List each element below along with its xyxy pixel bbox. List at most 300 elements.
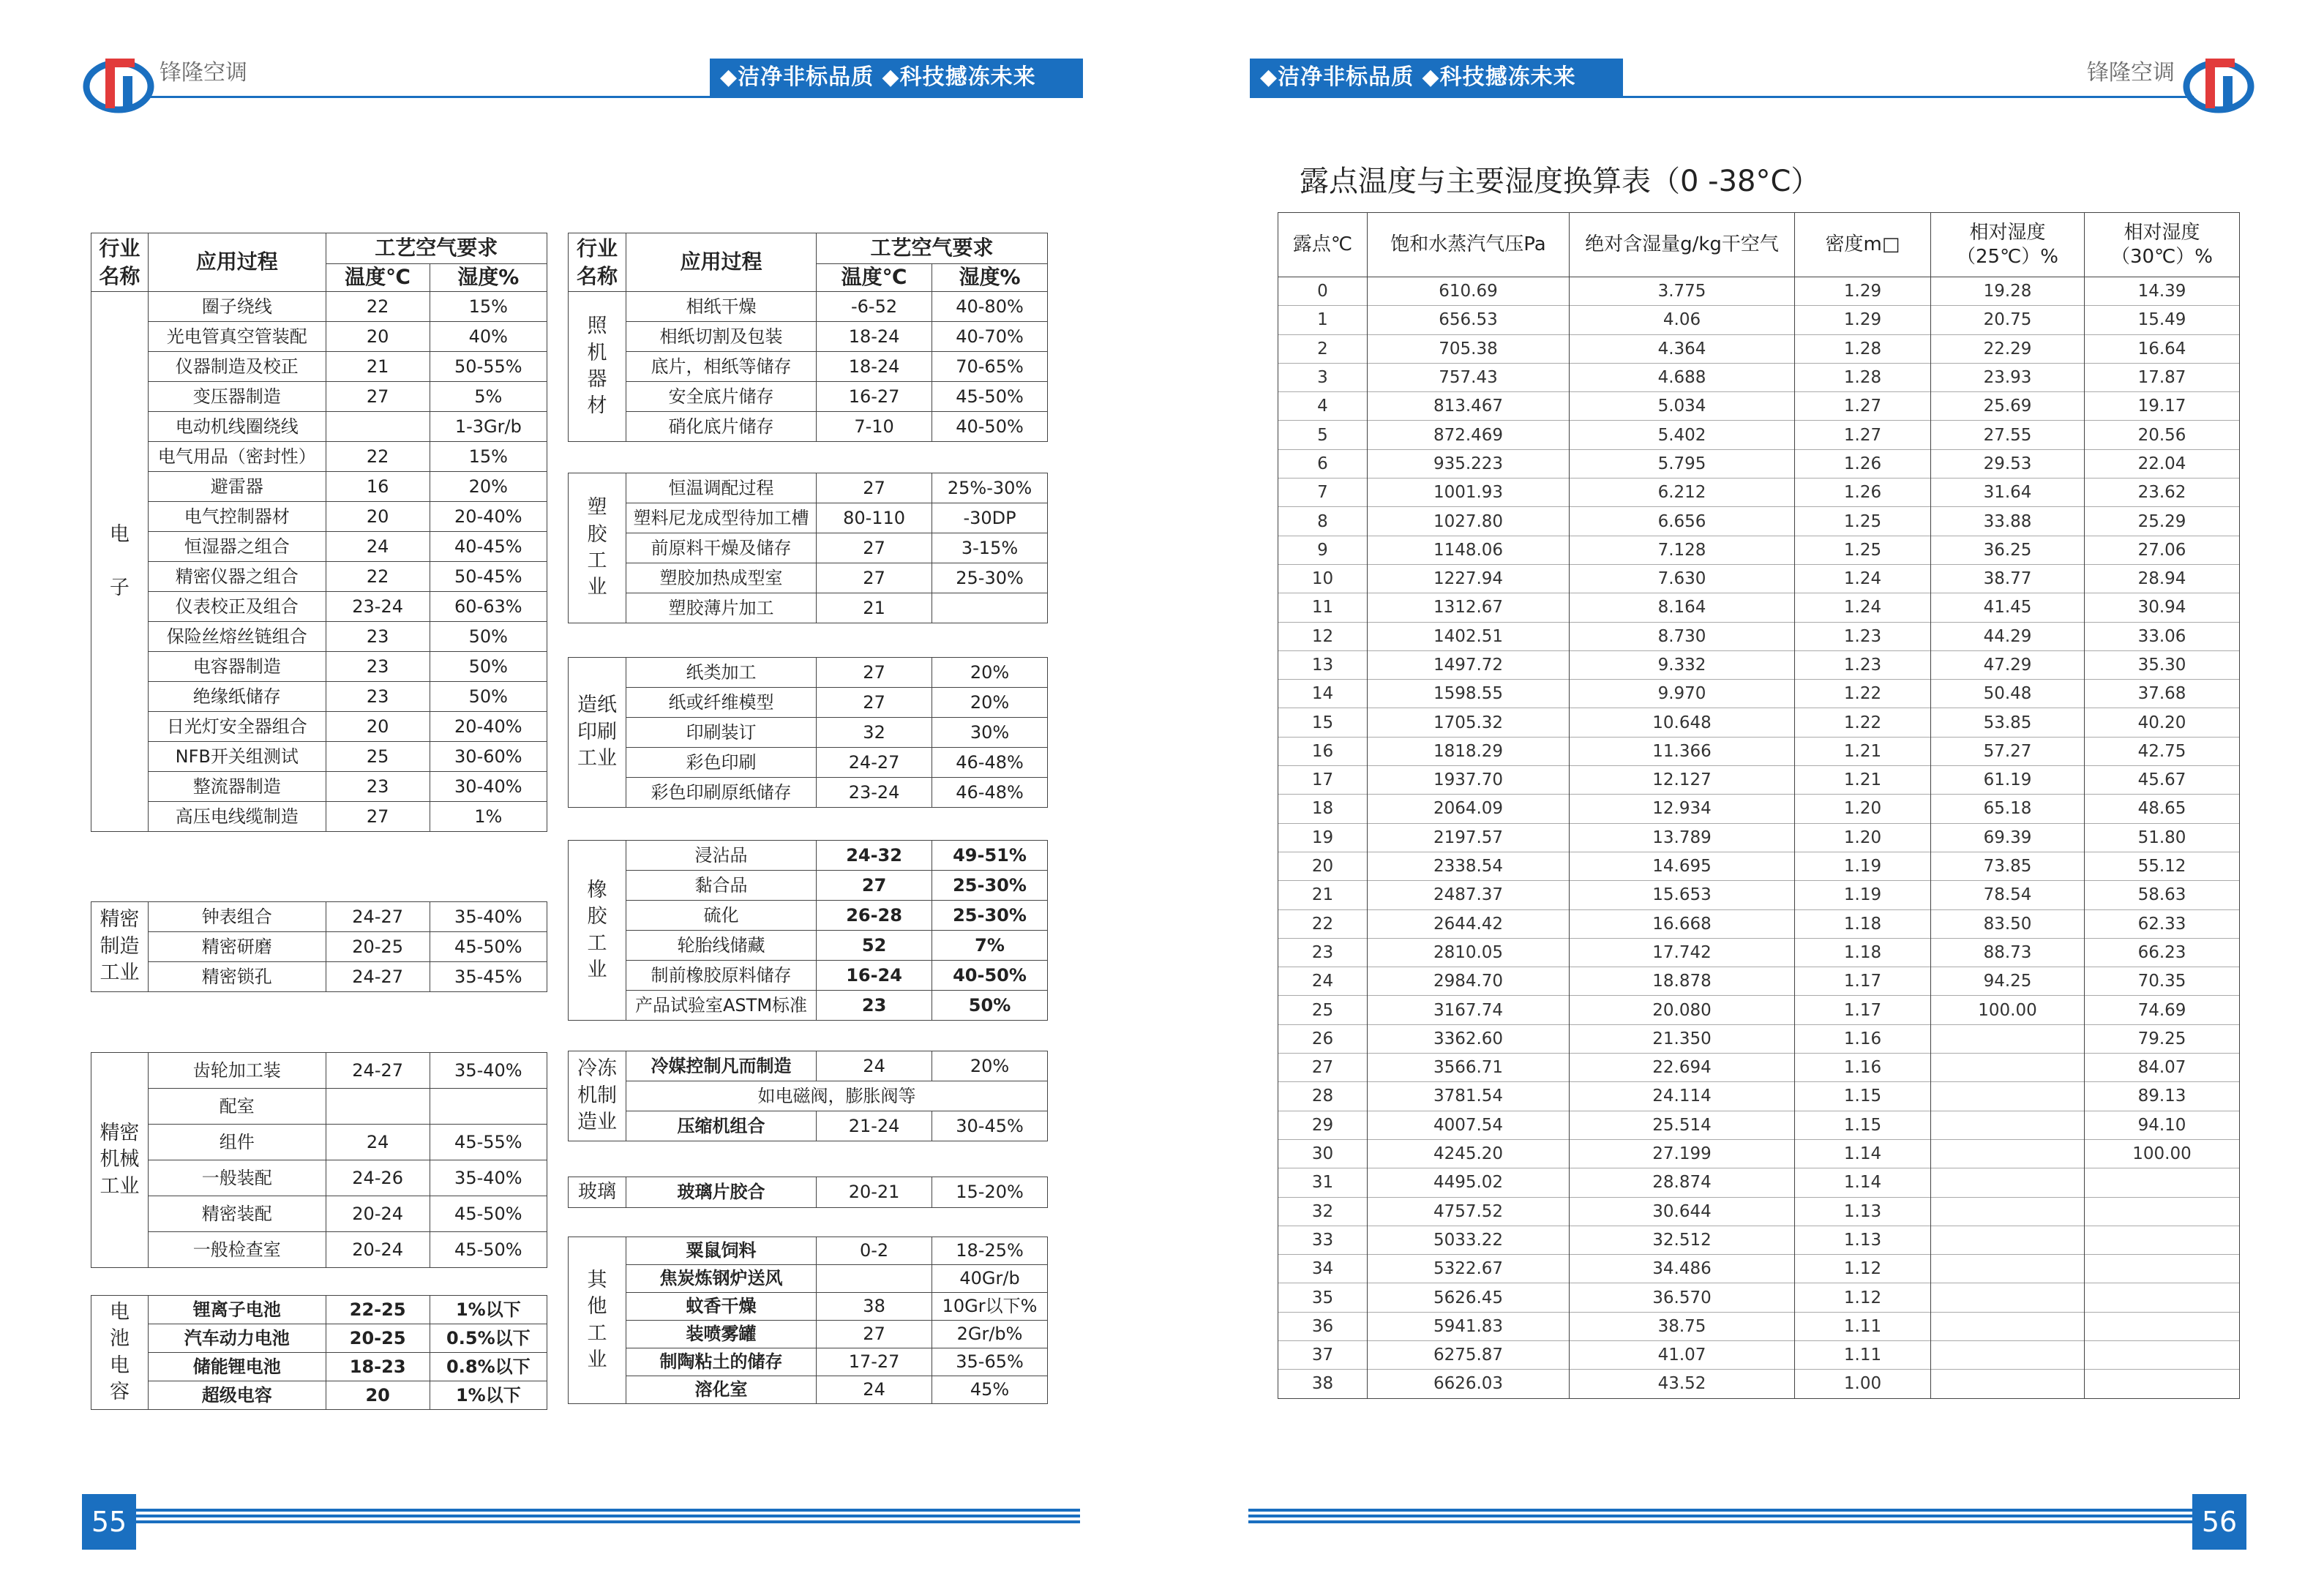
dewpoint-cell: 20 — [1278, 852, 1368, 880]
dewpoint-cell: 1.23 — [1795, 650, 1931, 679]
process-cell: 精密装配 — [148, 1196, 326, 1232]
glass-hum: 15-20% — [932, 1177, 1048, 1208]
temp-cell: 23-24 — [326, 592, 430, 622]
process-cell: 电气控制器材 — [148, 502, 326, 532]
dewpoint-cell: 20.080 — [1570, 996, 1795, 1024]
table-row — [569, 352, 1048, 382]
temp-cell: 27 — [817, 871, 932, 901]
dewpoint-cell: 43.52 — [1570, 1370, 1795, 1398]
dewpoint-cell: 1.19 — [1795, 881, 1931, 909]
dewpoint-cell: 757.43 — [1368, 363, 1570, 391]
others-industry-label: 其 他 工 业 — [569, 1237, 626, 1404]
dewpoint-cell: 100.00 — [1931, 996, 2085, 1024]
hum-cell: 1% — [430, 802, 547, 832]
table-row — [569, 593, 1048, 623]
temp-cell: 18-24 — [817, 352, 932, 382]
dewpoint-cell: 5322.67 — [1368, 1255, 1570, 1283]
temp-cell: 27 — [817, 658, 932, 688]
table-row — [91, 932, 547, 962]
temp-cell: 20 — [326, 1381, 430, 1410]
table-row — [1278, 766, 2240, 795]
temp-cell — [817, 1265, 932, 1293]
dewpoint-cell — [1931, 1024, 2085, 1053]
dewpoint-cell: 84.07 — [2085, 1054, 2240, 1082]
temp-cell: 24 — [817, 1051, 932, 1081]
dewpoint-cell: 17.742 — [1570, 938, 1795, 967]
dewpoint-col-header: 露点℃ — [1278, 213, 1368, 277]
table-row — [1278, 1197, 2240, 1226]
temp-cell: 24-27 — [817, 748, 932, 778]
process-cell: 保险丝熔丝链组合 — [148, 622, 326, 652]
dewpoint-col-header: 相对湿度 （30℃）% — [2085, 213, 2240, 277]
dewpoint-cell: 1.15 — [1795, 1111, 1931, 1139]
table-row — [91, 592, 547, 622]
table-row — [91, 772, 547, 802]
temp-cell: 24 — [326, 1125, 430, 1160]
hum-cell: 3-15% — [932, 533, 1048, 563]
dewpoint-cell: 3781.54 — [1368, 1082, 1570, 1111]
process-cell: NFB开关组测试 — [148, 742, 326, 772]
printing-industry-label: 造纸 印刷 工业 — [569, 658, 626, 808]
dewpoint-cell: 70.35 — [2085, 967, 2240, 996]
table-row — [91, 962, 547, 992]
table-row — [1278, 852, 2240, 880]
temp-cell: 27 — [326, 802, 430, 832]
process-cell: 安全底片储存 — [626, 382, 816, 412]
brand-name-right: 锋隆空调 — [2087, 60, 2175, 86]
photo-industry-label: 照 机 器 材 — [569, 292, 626, 442]
hum-cell: 46-48% — [932, 778, 1048, 808]
dewpoint-cell: 27.199 — [1570, 1139, 1795, 1168]
dewpoint-cell: 34.486 — [1570, 1255, 1795, 1283]
table-row — [1278, 1111, 2240, 1139]
temp-cell: 27 — [817, 473, 932, 503]
dewpoint-cell: 41.07 — [1570, 1340, 1795, 1369]
table-row — [1278, 507, 2240, 536]
hum-cell: 0.5%以下 — [430, 1324, 547, 1353]
dewpoint-cell: 1.18 — [1795, 938, 1931, 967]
dewpoint-cell: 57.27 — [1931, 737, 2085, 765]
dewpoint-cell: 2644.42 — [1368, 909, 1570, 938]
table-row — [1278, 881, 2240, 909]
dewpoint-cell: 33.06 — [2085, 622, 2240, 650]
temp-cell: 18-23 — [326, 1353, 430, 1381]
temp-cell: 27 — [817, 688, 932, 718]
temp-cell: 27 — [326, 382, 430, 412]
table-row — [1278, 479, 2240, 507]
precision_mfg-industry-label: 精密 制造 工业 — [91, 902, 149, 992]
dewpoint-col-header: 密度m□ — [1795, 213, 1931, 277]
dewpoint-cell: 4495.02 — [1368, 1168, 1570, 1197]
process-cell: 黏合品 — [626, 871, 816, 901]
dewpoint-cell — [2085, 1312, 2240, 1340]
temp-cell: 24-27 — [326, 962, 430, 992]
process-cell: 相纸干燥 — [626, 292, 816, 322]
dewpoint-cell: 8.730 — [1570, 622, 1795, 650]
dewpoint-cell: 13 — [1278, 650, 1368, 679]
dewpoint-cell: 18.878 — [1570, 967, 1795, 996]
process-header: 应用过程 — [148, 233, 326, 292]
dewpoint-cell: 28.874 — [1570, 1168, 1795, 1197]
glass-temp: 20-21 — [817, 1177, 932, 1208]
table-row — [569, 1348, 1048, 1376]
dewpoint-cell: 30.644 — [1570, 1197, 1795, 1226]
process-cell: 仪器制造及校正 — [148, 352, 326, 382]
dewpoint-cell: 4007.54 — [1368, 1111, 1570, 1139]
dewpoint-cell: 19.17 — [2085, 392, 2240, 421]
dewpoint-cell: 1.24 — [1795, 593, 1931, 622]
dewpoint-cell: 3362.60 — [1368, 1024, 1570, 1053]
dewpoint-cell: 2197.57 — [1368, 823, 1570, 852]
hum-cell: 40% — [430, 322, 547, 352]
temp-cell: 21 — [326, 352, 430, 382]
temp-cell: 52 — [817, 931, 932, 961]
dewpoint-cell: 1148.06 — [1368, 536, 1570, 564]
dewpoint-cell: 3.775 — [1570, 277, 1795, 306]
dewpoint-cell — [1931, 1283, 2085, 1312]
table-row — [1278, 277, 2240, 306]
table-row — [1278, 334, 2240, 363]
dewpoint-cell: 1.29 — [1795, 306, 1931, 334]
dewpoint-cell: 25 — [1278, 996, 1368, 1024]
dewpoint-cell: 94.25 — [1931, 967, 2085, 996]
temp-cell: 23 — [326, 652, 430, 682]
process-cell: 如电磁阀，膨胀阀等 — [626, 1081, 1047, 1111]
dewpoint-cell: 15.653 — [1570, 881, 1795, 909]
dewpoint-cell: 4 — [1278, 392, 1368, 421]
dewpoint-cell: 5.402 — [1570, 421, 1795, 449]
temp-cell: 21 — [817, 593, 932, 623]
dewpoint-cell: 61.19 — [1931, 766, 2085, 795]
hum-cell: 20% — [932, 1051, 1048, 1081]
process-cell: 整流器制造 — [148, 772, 326, 802]
hum-cell: 50-55% — [430, 352, 547, 382]
table-row — [91, 1125, 547, 1160]
dewpoint-cell: 7.630 — [1570, 564, 1795, 593]
dewpoint-cell — [2085, 1255, 2240, 1283]
dewpoint-cell: 1.13 — [1795, 1226, 1931, 1254]
process-cell: 电气用品（密封性） — [148, 442, 326, 472]
dewpoint-cell: 1.17 — [1795, 996, 1931, 1024]
temp-cell: 16-24 — [817, 961, 932, 991]
table-glass — [568, 1177, 1048, 1208]
dewpoint-cell — [2085, 1197, 2240, 1226]
dewpoint-cell — [2085, 1168, 2240, 1197]
dewpoint-cell: 1 — [1278, 306, 1368, 334]
dewpoint-cell: 1.20 — [1795, 795, 1931, 823]
table-printing — [568, 657, 1048, 808]
dewpoint-cell: 36 — [1278, 1312, 1368, 1340]
process-cell: 产品试验室ASTM标准 — [626, 991, 816, 1021]
dewpoint-cell: 22.29 — [1931, 334, 2085, 363]
dewpoint-cell: 33 — [1278, 1226, 1368, 1254]
dewpoint-cell — [1931, 1054, 2085, 1082]
slogan-banner-right: ◆洁净非标品质 ◆科技撼冻未来 — [1250, 59, 1623, 97]
table-row — [1278, 449, 2240, 478]
temp-cell: 16 — [326, 472, 430, 502]
table-row — [1278, 1024, 2240, 1053]
table-row — [569, 748, 1048, 778]
dewpoint-cell: 1.26 — [1795, 479, 1931, 507]
refrigeration-industry-label: 冷冻 机制 造业 — [569, 1051, 626, 1141]
temp-cell: 24-27 — [326, 1053, 430, 1089]
hum-cell: 40-80% — [932, 292, 1048, 322]
process-cell: 储能锂电池 — [148, 1353, 326, 1381]
hum-cell: 46-48% — [932, 748, 1048, 778]
industry-header-2: 行业名称 — [569, 233, 626, 292]
dewpoint-cell: 69.39 — [1931, 823, 2085, 852]
dewpoint-cell — [2085, 1283, 2240, 1312]
dewpoint-cell: 45.67 — [2085, 766, 2240, 795]
dewpoint-col-header: 相对湿度 （25℃）% — [1931, 213, 2085, 277]
process-cell: 纸或纤维模型 — [626, 688, 816, 718]
table-row — [1278, 1370, 2240, 1398]
temp-cell: 22 — [326, 292, 430, 322]
hum-cell: 35-65% — [932, 1348, 1048, 1376]
temp-cell: 24-27 — [326, 902, 430, 932]
dewpoint-cell: 10.648 — [1570, 708, 1795, 737]
dewpoint-cell: 9 — [1278, 536, 1368, 564]
dewpoint-cell: 0 — [1278, 277, 1368, 306]
dewpoint-cell: 935.223 — [1368, 449, 1570, 478]
table-row — [569, 382, 1048, 412]
dewpoint-cell: 5.034 — [1570, 392, 1795, 421]
dewpoint-cell: 24.114 — [1570, 1082, 1795, 1111]
dewpoint-cell: 705.38 — [1368, 334, 1570, 363]
process-cell: 焦炭炼钢炉送风 — [626, 1265, 816, 1293]
dewpoint-cell: 24 — [1278, 967, 1368, 996]
process-cell: 仪表校正及组合 — [148, 592, 326, 622]
hum-cell: 50% — [430, 682, 547, 712]
hum-header: 湿度% — [430, 264, 547, 292]
table-row — [569, 1051, 1048, 1081]
table-row — [91, 412, 547, 442]
dewpoint-cell: 1.25 — [1795, 536, 1931, 564]
table-photo — [568, 233, 1048, 442]
table-plastics — [568, 473, 1048, 623]
dewpoint-cell: 22 — [1278, 909, 1368, 938]
temp-cell: 20-25 — [326, 1324, 430, 1353]
dewpoint-cell: 55.12 — [2085, 852, 2240, 880]
process-cell: 塑料尼龙成型待加工槽 — [626, 503, 816, 533]
process-cell: 纸类加工 — [626, 658, 816, 688]
process-cell: 日光灯安全器组合 — [148, 712, 326, 742]
dewpoint-cell: 2064.09 — [1368, 795, 1570, 823]
dewpoint-cell: 1.27 — [1795, 421, 1931, 449]
battery-industry-label: 电 池 电 容 — [91, 1296, 149, 1410]
dewpoint-cell — [1931, 1226, 2085, 1254]
process-cell: 钟表组合 — [148, 902, 326, 932]
table-others — [568, 1237, 1048, 1404]
temp-cell: 20 — [326, 712, 430, 742]
dewpoint-cell: 19.28 — [1931, 277, 2085, 306]
page-number-left: 55 — [82, 1494, 136, 1550]
temp-cell: 27 — [817, 1321, 932, 1348]
process-cell: 组件 — [148, 1125, 326, 1160]
table-row — [1278, 1255, 2240, 1283]
temp-cell — [326, 412, 430, 442]
temp-cell: 32 — [817, 718, 932, 748]
hum-cell: 20% — [430, 472, 547, 502]
dewpoint-cell: 30.94 — [2085, 593, 2240, 622]
dewpoint-cell: 16.64 — [2085, 334, 2240, 363]
dewpoint-cell: 1.22 — [1795, 708, 1931, 737]
dewpoint-cell — [1931, 1312, 2085, 1340]
plastics-industry-label: 塑 胶 工 业 — [569, 473, 626, 623]
temp-cell: 23 — [326, 772, 430, 802]
header-rule-right — [1250, 96, 2194, 98]
temp-cell: 25 — [326, 742, 430, 772]
dewpoint-cell: 1.20 — [1795, 823, 1931, 852]
dewpoint-cell: 1598.55 — [1368, 680, 1570, 708]
table-row — [569, 688, 1048, 718]
table-row — [91, 382, 547, 412]
hum-cell: 30-60% — [430, 742, 547, 772]
table-precision-mech — [91, 1052, 547, 1268]
temp-cell: 20-25 — [326, 932, 430, 962]
dewpoint-cell — [1931, 1139, 2085, 1168]
process-cell: 制陶粘土的储存 — [626, 1348, 816, 1376]
table-row — [91, 1353, 547, 1381]
dewpoint-cell: 40.20 — [2085, 708, 2240, 737]
dewpoint-cell: 8 — [1278, 507, 1368, 536]
process-cell: 彩色印刷原纸储存 — [626, 778, 816, 808]
dewpoint-col-header: 绝对含湿量g/kg干空气 — [1570, 213, 1795, 277]
hum-header-2: 湿度% — [932, 264, 1048, 292]
dewpoint-cell: 17 — [1278, 766, 1368, 795]
dewpoint-cell: 4.06 — [1570, 306, 1795, 334]
hum-cell: 30-40% — [430, 772, 547, 802]
dewpoint-cell: 14 — [1278, 680, 1368, 708]
temp-cell: 24 — [326, 532, 430, 562]
table-row — [1278, 306, 2240, 334]
dewpoint-cell — [2085, 1340, 2240, 1369]
dewpoint-cell: 1.24 — [1795, 564, 1931, 593]
table-row — [1278, 1054, 2240, 1082]
table-row — [91, 532, 547, 562]
table-row — [569, 931, 1048, 961]
process-cell: 精密研磨 — [148, 932, 326, 962]
process-cell: 齿轮加工装 — [148, 1053, 326, 1089]
dewpoint-cell: 14.695 — [1570, 852, 1795, 880]
dewpoint-cell — [1931, 1082, 2085, 1111]
dewpoint-cell: 5033.22 — [1368, 1226, 1570, 1254]
dewpoint-cell: 1.14 — [1795, 1168, 1931, 1197]
dewpoint-cell: 1.19 — [1795, 852, 1931, 880]
table-row — [91, 902, 547, 932]
process-cell: 底片，相纸等储存 — [626, 352, 816, 382]
temp-header: 温度℃ — [326, 264, 430, 292]
dewpoint-cell: 1.12 — [1795, 1255, 1931, 1283]
hum-cell: 5% — [430, 382, 547, 412]
table-row — [91, 1296, 547, 1324]
table-row — [1278, 1226, 2240, 1254]
table-row — [1278, 392, 2240, 421]
dewpoint-cell: 1.13 — [1795, 1197, 1931, 1226]
dewpoint-cell: 1.25 — [1795, 507, 1931, 536]
dewpoint-cell: 1.18 — [1795, 909, 1931, 938]
dewpoint-cell: 32 — [1278, 1197, 1368, 1226]
hum-cell: 20% — [932, 688, 1048, 718]
hum-cell: 25-30% — [932, 901, 1048, 931]
process-cell: 精密仪器之组合 — [148, 562, 326, 592]
table-row — [569, 778, 1048, 808]
dewpoint-cell: 1497.72 — [1368, 650, 1570, 679]
dewpoint-cell: 15 — [1278, 708, 1368, 737]
hum-cell: 15% — [430, 442, 547, 472]
dewpoint-table — [1278, 212, 2240, 1399]
dewpoint-cell: 872.469 — [1368, 421, 1570, 449]
dewpoint-cell: 1.22 — [1795, 680, 1931, 708]
table-row — [569, 503, 1048, 533]
table-row — [569, 718, 1048, 748]
dewpoint-cell: 6.656 — [1570, 507, 1795, 536]
dewpoint-cell: 2487.37 — [1368, 881, 1570, 909]
hum-cell: 40-50% — [932, 412, 1048, 442]
table-row — [91, 442, 547, 472]
hum-cell: 40-70% — [932, 322, 1048, 352]
table-precision-mfg — [91, 901, 547, 992]
temp-cell: 20 — [326, 322, 430, 352]
table-row — [569, 901, 1048, 931]
table-row — [1278, 680, 2240, 708]
temp-cell: 0-2 — [817, 1237, 932, 1265]
dewpoint-cell: 48.65 — [2085, 795, 2240, 823]
table-row — [569, 1293, 1048, 1321]
dewpoint-cell: 1.28 — [1795, 363, 1931, 391]
hum-cell: 35-40% — [430, 902, 547, 932]
hum-cell: 2Gr/b% — [932, 1321, 1048, 1348]
dewpoint-cell: 28 — [1278, 1082, 1368, 1111]
dewpoint-cell: 65.18 — [1931, 795, 2085, 823]
hum-cell: 45-50% — [430, 1232, 547, 1268]
table-row — [569, 292, 1048, 322]
dewpoint-cell: 42.75 — [2085, 737, 2240, 765]
process-cell: 塑胶薄片加工 — [626, 593, 816, 623]
table-row — [569, 841, 1048, 871]
table-row — [1278, 622, 2240, 650]
hum-cell: 30% — [932, 718, 1048, 748]
process-cell: 彩色印刷 — [626, 748, 816, 778]
hum-cell: 35-45% — [430, 962, 547, 992]
process-cell: 前原料干燥及储存 — [626, 533, 816, 563]
temp-cell: 23 — [817, 991, 932, 1021]
dewpoint-cell: 37 — [1278, 1340, 1368, 1369]
dewpoint-cell: 2810.05 — [1368, 938, 1570, 967]
table-battery — [91, 1295, 547, 1410]
table-row — [569, 412, 1048, 442]
table-row — [1278, 1340, 2240, 1369]
temp-cell: 23 — [326, 622, 430, 652]
temp-cell: 38 — [817, 1293, 932, 1321]
table-row — [569, 1111, 1048, 1141]
dewpoint-cell: 6.212 — [1570, 479, 1795, 507]
table-row — [569, 563, 1048, 593]
dewpoint-cell: 30 — [1278, 1139, 1368, 1168]
process-cell: 绝缘纸储存 — [148, 682, 326, 712]
dewpoint-cell: 6275.87 — [1368, 1340, 1570, 1369]
header-rule — [146, 96, 1083, 98]
temp-cell: 20 — [326, 502, 430, 532]
dewpoint-cell: 5941.83 — [1368, 1312, 1570, 1340]
hum-cell: 49-51% — [932, 841, 1048, 871]
dewpoint-cell: 1001.93 — [1368, 479, 1570, 507]
table-row — [1278, 363, 2240, 391]
process-cell: 一般装配 — [148, 1160, 326, 1196]
dewpoint-cell: 1402.51 — [1368, 622, 1570, 650]
table-row — [569, 658, 1048, 688]
dewpoint-cell: 1.16 — [1795, 1024, 1931, 1053]
